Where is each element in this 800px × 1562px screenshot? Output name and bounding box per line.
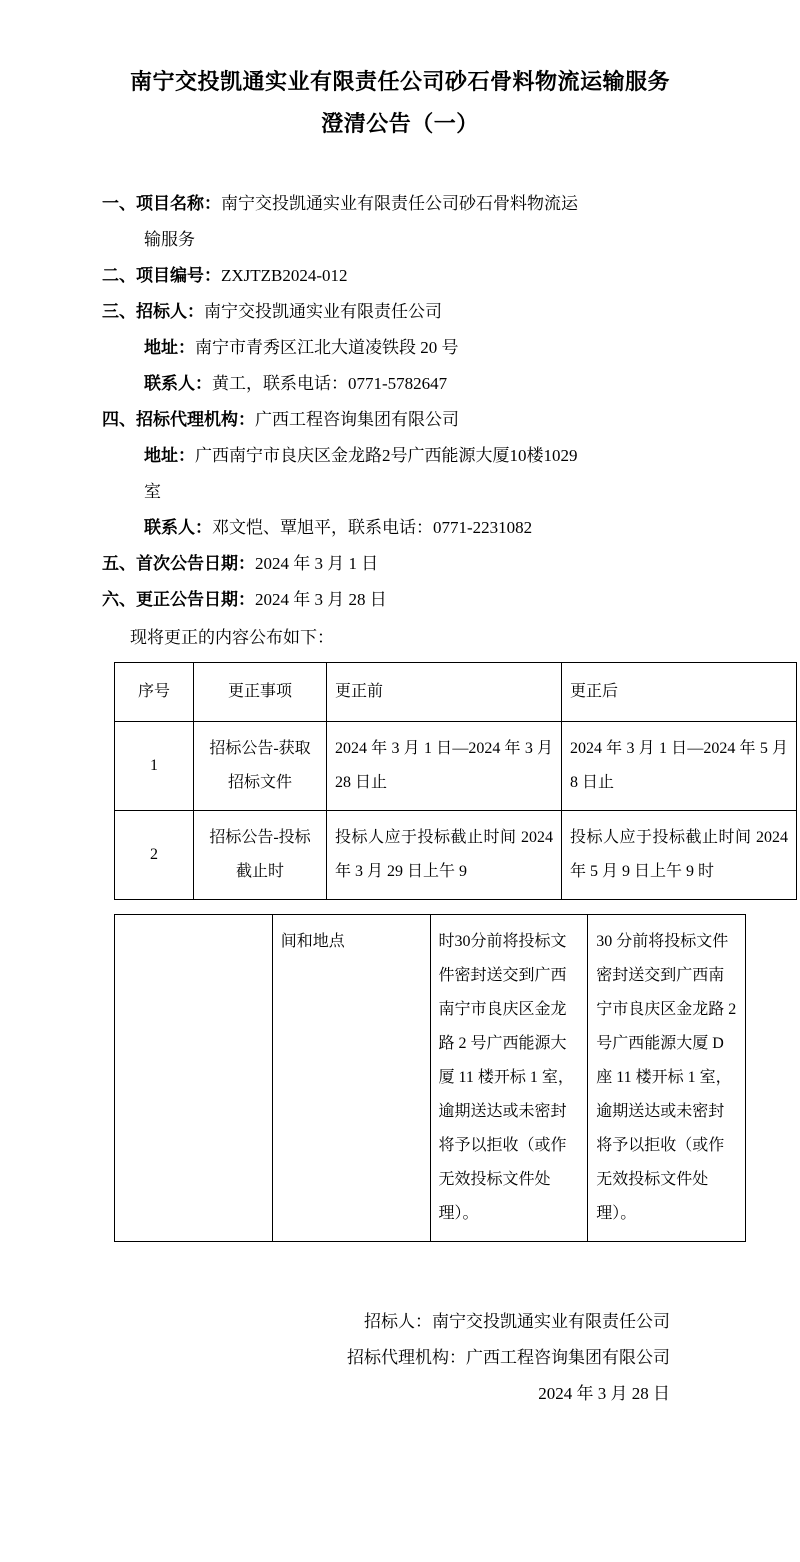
table-row: [115, 915, 746, 1242]
signature-block: [102, 1304, 726, 1412]
item-agency: [102, 402, 726, 438]
header-after: 更正后: [562, 663, 797, 722]
item-agency-contact-value: 邓文恺、覃旭平，联系电话：0771-2231082: [212, 518, 533, 537]
cell-after: 2024 年 3 月 1 日—2024 年 5 月 8 日止: [562, 722, 797, 811]
item-tenderee: [102, 294, 726, 330]
cell-before: 时30分前将投标文件密封送交到广西南宁市良庆区金龙路 2 号广西能源大厦 11 楼开标 1 室，逾期送达或未密封将予以拒收（或作无效投标文件处理）。: [430, 915, 588, 1242]
item-agency-address-cont: 室: [144, 482, 161, 501]
item-project-no-label: 二、项目编号：: [102, 266, 221, 285]
item-tenderee-contact-label: 联系人：: [144, 374, 212, 393]
cell-no: 1: [115, 722, 194, 811]
item-project-name-label: 一、项目名称：: [102, 194, 221, 213]
item-agency-address-value: 广西南宁市良庆区金龙路2号广西能源大厦10楼1029: [195, 446, 578, 465]
signature-tenderee: 招标人：南宁交投凯通实业有限责任公司: [364, 1312, 670, 1331]
item-tenderee-value: 南宁交投凯通实业有限责任公司: [204, 302, 442, 321]
cell-after: 投标人应于投标截止时间 2024 年 5 月 9 日上午 9 时: [562, 811, 797, 900]
item-project-no-value: ZXJTZB2024-012: [221, 266, 348, 285]
cell-after: 30 分前将投标文件密封送交到广西南宁市良庆区金龙路 2 号广西能源大厦 D 座 11 楼开标 1 室，逾期送达或未密封将予以拒收（或作无效投标文件处理）。: [588, 915, 746, 1242]
corrections-table-continued: [114, 914, 746, 1242]
cell-item: 间和地点: [272, 915, 430, 1242]
title-line-1: 南宁交投凯通实业有限责任公司砂石骨料物流运输服务: [129, 69, 670, 94]
item-first-notice-date-label: 五、首次公告日期：: [102, 554, 255, 573]
cell-no: 2: [115, 811, 194, 900]
item-tenderee-label: 三、招标人：: [102, 302, 204, 321]
document-body: [60, 186, 788, 1412]
item-agency-value: 广西工程咨询集团有限公司: [255, 410, 459, 429]
item-agency-label: 四、招标代理机构：: [102, 410, 255, 429]
item-correction-notice-date-label: 六、更正公告日期：: [102, 590, 255, 609]
table-header-row: [115, 663, 797, 722]
item-correction-notice-date-value: 2024 年 3 月 28 日: [255, 590, 387, 609]
item-project-name-cont: 输服务: [144, 230, 195, 249]
cell-before: 2024 年 3 月 1 日—2024 年 3 月 28 日止: [327, 722, 562, 811]
item-project-name: [102, 186, 726, 222]
item-tenderee-address-label: 地址：: [144, 338, 195, 357]
header-item: 更正事项: [194, 663, 327, 722]
item-agency-contact-label: 联系人：: [144, 518, 212, 537]
item-project-no: [102, 258, 726, 294]
item-tenderee-contact-value: 黄工，联系电话：0771-5782647: [212, 374, 448, 393]
header-before: 更正前: [327, 663, 562, 722]
item-agency-address-label: 地址：: [144, 446, 195, 465]
cell-item: 招标公告-投标截止时: [194, 811, 327, 900]
title-line-2: 澄清公告（一）: [321, 111, 479, 136]
item-tenderee-address: [102, 330, 726, 366]
item-agency-contact: [102, 510, 726, 546]
item-tenderee-contact: [102, 366, 726, 402]
signature-agency: 招标代理机构：广西工程咨询集团有限公司: [347, 1348, 670, 1367]
corrections-table: [114, 662, 797, 900]
document-title: [60, 0, 740, 144]
table-row: [115, 811, 797, 900]
header-no: 序号: [115, 663, 194, 722]
cell-no: [115, 915, 273, 1242]
item-tenderee-address-value: 南宁市青秀区江北大道凌铁段 20 号: [195, 338, 459, 357]
cell-before: 投标人应于投标截止时间 2024 年 3 月 29 日上午 9: [327, 811, 562, 900]
cell-item: 招标公告-获取招标文件: [194, 722, 327, 811]
item-agency-address: [102, 438, 726, 474]
correction-intro: 现将更正的内容公布如下：: [130, 628, 334, 647]
signature-date: 2024 年 3 月 28 日: [538, 1384, 670, 1403]
item-first-notice-date-value: 2024 年 3 月 1 日: [255, 554, 379, 573]
table-row: [115, 722, 797, 811]
item-first-notice-date: [102, 546, 726, 582]
item-correction-notice-date: [102, 582, 726, 618]
item-project-name-value: 南宁交投凯通实业有限责任公司砂石骨料物流运: [221, 194, 578, 213]
